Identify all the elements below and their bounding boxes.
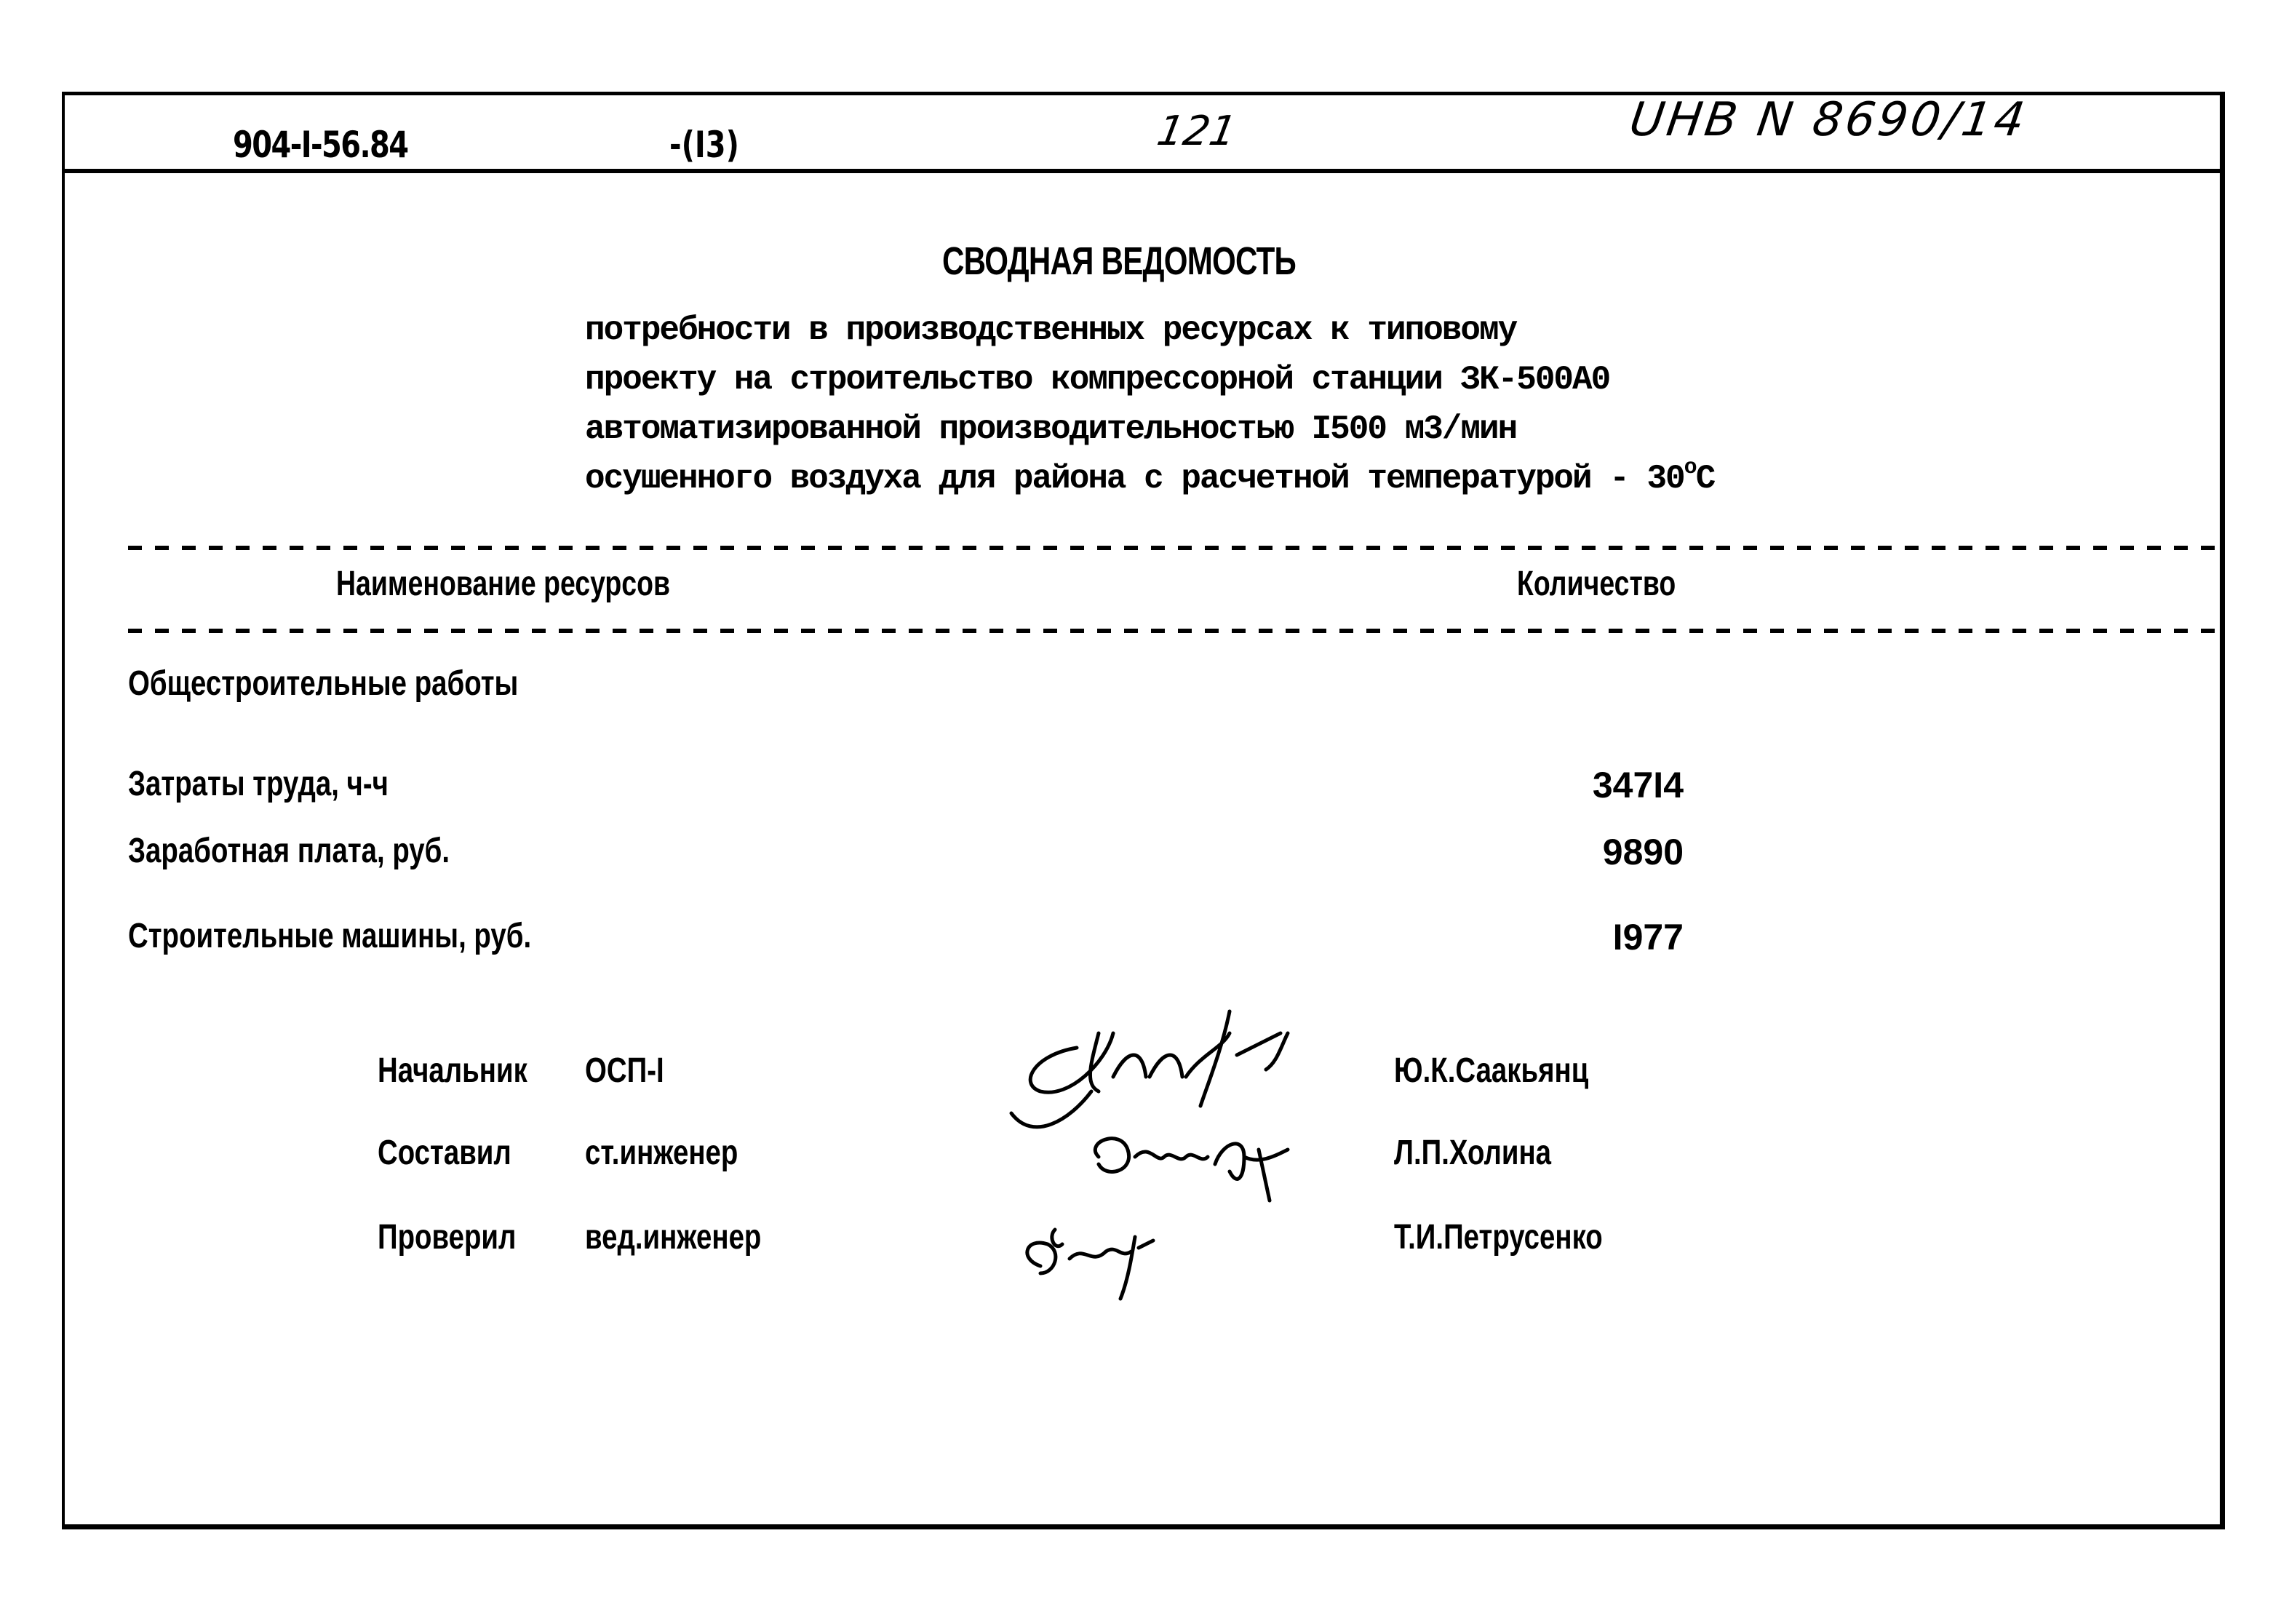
document-title: СВОДНАЯ ВЕДОМОСТЬ bbox=[942, 239, 1297, 283]
row-value: 9890 bbox=[1602, 832, 1684, 872]
signature-position: вед.инженер bbox=[585, 1218, 762, 1257]
row-name: Заработная плата, руб. bbox=[128, 832, 450, 870]
section-title: Общестроительные работы bbox=[128, 664, 519, 703]
subtitle-line: автоматизированной производительностью I500 м3/мин bbox=[585, 410, 1517, 448]
signature-role: Проверил bbox=[378, 1218, 517, 1257]
dashed-divider bbox=[128, 629, 2223, 633]
subtitle-text: осушенного воздуха для района с расчетной температурой - 30 bbox=[585, 460, 1684, 498]
row-value: 347I4 bbox=[1592, 765, 1684, 805]
row-value: I977 bbox=[1612, 917, 1684, 958]
subtitle-line bbox=[585, 455, 1715, 498]
celsius-unit: C bbox=[1695, 460, 1715, 498]
dashed-divider bbox=[128, 546, 2223, 550]
signature-role: Начальник bbox=[378, 1051, 527, 1090]
degree-symbol: o bbox=[1684, 455, 1696, 480]
handwritten-signature-icon bbox=[1011, 1208, 1200, 1302]
row-name: Строительные машины, руб. bbox=[128, 917, 532, 955]
handwritten-signature-icon bbox=[1077, 1113, 1324, 1208]
subtitle-line: потребности в производственных ресурсах к типовому bbox=[585, 311, 1517, 349]
row-name: Затраты труда, ч-ч bbox=[128, 765, 389, 803]
doc-code: 904-I-56.84 bbox=[233, 124, 408, 166]
signature-position: ОСП-I bbox=[585, 1051, 664, 1090]
signature-name: Л.П.Холина bbox=[1394, 1134, 1552, 1172]
column-header-name: Наименование ресурсов bbox=[336, 565, 671, 603]
column-header-quantity: Количество bbox=[1517, 565, 1676, 603]
signature-name: Т.И.Петрусенко bbox=[1394, 1218, 1603, 1257]
page-number: 121 bbox=[1153, 108, 1240, 155]
subtitle-line: проекту на строительство компрессорной станции ЗК-500А0 bbox=[585, 361, 1610, 399]
signature-name: Ю.К.Саакьянц bbox=[1394, 1051, 1589, 1090]
inventory-number: UHB N 8690/14 bbox=[1626, 93, 2031, 147]
document-frame bbox=[62, 92, 2225, 1529]
signature-role: Составил bbox=[378, 1134, 511, 1172]
section-number: -(I3) bbox=[669, 124, 739, 166]
signature-position: ст.инженер bbox=[585, 1134, 738, 1172]
